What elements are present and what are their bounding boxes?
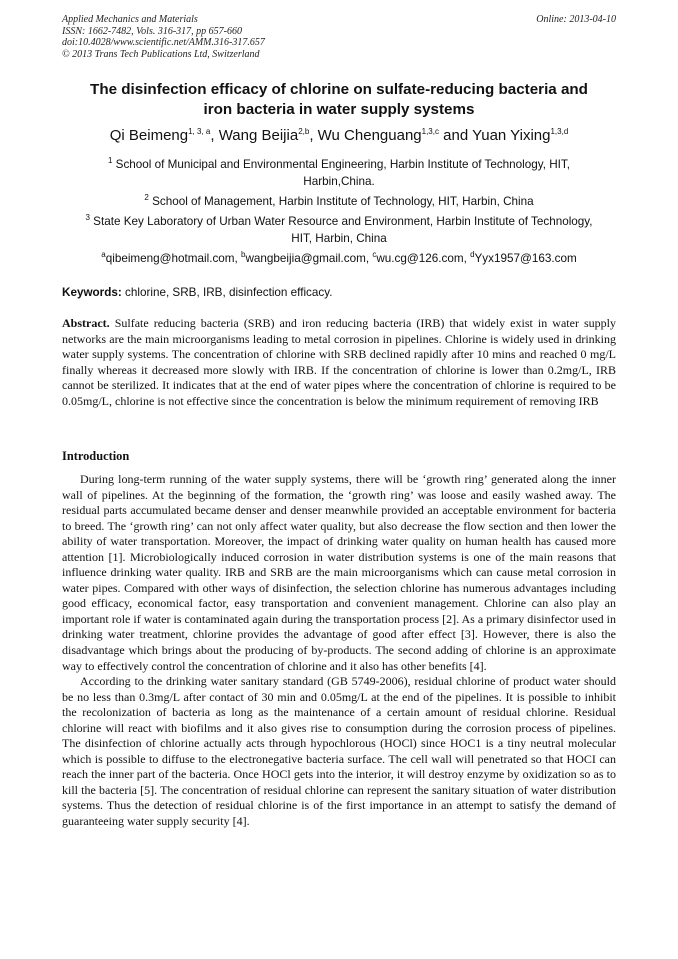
author: Wu Chenguang$^{1,3,c}$: [317, 127, 439, 144]
copyright-line: © 2013 Trans Tech Publications Ltd, Switzerland: [62, 48, 260, 60]
paper-title: [60, 80, 618, 120]
affiliation-3: $^3$ State Key Laboratory of Urban Water Resource and Environment, Harbin Institute of Technology, HIT, Harbin, China: [85, 213, 593, 245]
author-list: Qi Beimeng$^{1, 3, a}$, Wang Beijia$^{2,b}$, Wu Chenguang$^{1,3,c}$ and Yuan Yixing$^{1,3,d}$: [109, 127, 569, 144]
section-heading-introduction: Introduction: [62, 449, 130, 463]
author: Wang Beijia$^{2,b}$: [218, 127, 310, 144]
issn-line: ISSN: 1662-7482, Vols. 316-317, pp 657-660: [62, 25, 242, 37]
online-date: Online: 2013-04-10: [536, 14, 616, 25]
keywords-label: Keywords:: [62, 286, 122, 299]
keywords: [62, 285, 616, 301]
keywords-text: chlorine, SRB, IRB, disinfection efficacy.: [121, 286, 333, 299]
paragraph: According to the drinking water sanitary standard (GB 5749-2006), residual chlorine of product water should be no less than 0.3mg/L after contact of 30 min and 0.05mg/L at the end of the pipelines. It is possible to inhibit the recolonization of bacteria as long as the maintenance of a certain amount of residual chlorine. Residual chlorine will react with biofilms and it also gives rise to consumption during the corrosion process of pipelines. The disinfection of chlorine actually acts through hypochlorous (HOCl) since HOC1 is a tiny neutral molecular which is possible to diffuse to the electronegative bacteria surface. The cell wall will penetrated so that HOCI can reach the inner part of the bacteria. Once HOCl gets into the interior, it will destroy enzyme by oxidization so as to kill the bacteria [5]. The concentration of residual chlorine can represent the sanitary situation of water distribution systems. Thus the detection of residual chlorine is of the first importance in an attempt to satisfy the demand of guaranteeing water supply security [4].: [62, 674, 616, 829]
title-line-1: The disinfection efficacy of chlorine on sulfate-reducing bacteria and: [90, 81, 588, 98]
abstract-text: Sulfate reducing bacteria (SRB) and iron reducing bacteria (IRB) that widely exist in water supply networks are the main microorganisms leading to metal corrosion in pipelines. Chlorine is widely used in drinking water supply systems. The concentration of chlorine with SRB declined rapidly after 10 mins and reached 0 mg/L finally whereas it decreased more slowly with IRB. If the concentration of chlorine is lower than 0.2mg/L, IRB cannot be sterilized. It indicates that at the end of water pipes where the concentration of chlorine is required to be 0.05mg/L, chlorine is not effective since the concentration is below the minimum requirement of removing IRB: [62, 316, 616, 408]
affiliation-2: $^2$ School of Management, Harbin Institute of Technology, HIT, Harbin, China: [144, 193, 534, 208]
email-link[interactable]: wu.cg@126.com,: [376, 252, 471, 265]
journal-header: [62, 14, 616, 60]
introduction-body: [62, 472, 616, 830]
email-link[interactable]: wangbeijia@gmail.com,: [245, 252, 373, 265]
author: Yuan Yixing$^{1,3,d}$: [472, 127, 569, 144]
email-link[interactable]: Yyx1957@163.com: [474, 252, 577, 265]
author-emails: $^a$qibeimeng@hotmail.com, $^b$wangbeijia@gmail.com, $^c$wu.cg@126.com, $^d$Yyx1957@163.com: [101, 250, 577, 265]
email-link[interactable]: qibeimeng@hotmail.com,: [105, 252, 242, 265]
affiliation-1: $^1$ School of Municipal and Environmental Engineering, Harbin Institute of Technology, HIT, Harbin,China.: [107, 156, 571, 188]
doi-line: doi:10.4028/www.scientific.net/AMM.316-317.657: [62, 37, 265, 49]
title-line-2: iron bacteria in water supply systems: [203, 101, 475, 118]
author: Qi Beimeng$^{1, 3, a}$: [109, 127, 211, 144]
abstract: [62, 316, 616, 409]
abstract-label: Abstract.: [62, 316, 110, 330]
paragraph: During long-term running of the water supply systems, there will be ‘growth ring’ generated along the inner wall of pipelines. At the beginning of the formation, the ‘growth ring’ was loose and easily washed away. The residual parts accumulated became denser and denser meanwhile provided an acceptable environment for bacteria to breed. The ‘growth ring’ can not only affect water quality, but also decrease the flow section and then lower the ability of water transportation. Moreover, the impact of drinking water quality on human health has caused more attention [1]. Microbiologically induced corrosion in water distribution systems is one of the main reasons that influence drinking water quality. IRB and SRB are the main microorganisms which can cause metal corrosion in water pipes. Compared with other ways of disinfection, the selection chlorine has numerous advantages including good efficacy, economical factor, easy transportation and convenient management. Chlorine can also play an important role if water is contaminated again during the transportation process [2]. As a primary disinfector used in drinking water treatment, chlorine provides the advantage of good after effect [3]. However, there is also the disadvantage which brings about the producing of by-products. The second adding of chlorine is an approximate way to effectively control the concentration of chlorine and it also has other benefits [4].: [62, 472, 616, 673]
journal-name: Applied Mechanics and Materials: [62, 14, 198, 25]
